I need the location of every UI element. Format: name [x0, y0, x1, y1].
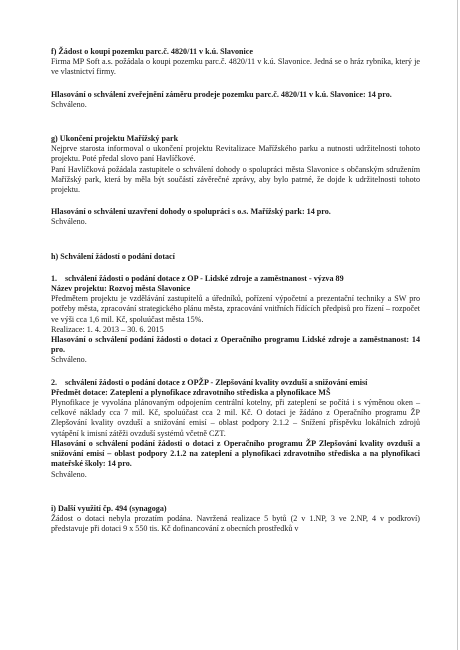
section-g-body2: Paní Havlíčková požádala zastupitele o schválení dohody o spolupráci města Slavonice s občanským sdružením Mařížský park, která by měla být součástí závěrečné zprávy, aby bylo patrné, že dojde k udržitelnosti tohoto projektu. — [51, 164, 420, 195]
item2-vote: Hlasování o schválení podání žádosti o dotaci z Operačního programu ŽP Zlepšování kvality ovzduší a snižování emisí – oblast podpory 2.1.2 na zateplení a plynofikaci zdravotního střediska a na plynofikaci mateřské školy: 14 pro. — [51, 438, 420, 469]
section-f — [51, 47, 420, 110]
section-f-result: Schváleno. — [51, 99, 87, 109]
section-i-body: Žádost o dotaci nebyla prozatím podána. Navržená realizace 5 bytů (2 v 1.NP, 3 ve 2.NP, 4 v podkroví) představuje při dotaci 9 x 550 tis. Kč dofinancování z obecních prostředků v — [51, 513, 420, 534]
section-f-vote: Hlasování o schválení zveřejnění záměru prodeje pozemku parc.č. 4820/11 v k.ú. Slavonice: 14 pro. — [51, 89, 392, 99]
section-i — [51, 504, 420, 535]
section-g — [51, 134, 420, 228]
section-f-heading: f) Žádost o koupi pozemku parc.č. 4820/11 v k.ú. Slavonice — [51, 47, 253, 56]
item2-body: Plynofikace je vyvolána plánovaným odpojením centrální kotelny, při zateplení se počítá i s výměnou oken – celkové náklady cca 7 mil. Kč, spoluúčast cca 2 mil. Kč. O dotaci je žádáno z Operačního programu ŽP Zlepšování kvality ovzduší a snižování emisí – oblast podpory 2.1.2 – Snížení příspěvku lokálních zdrojů vytápění k imisní zátěži ovzduší systémů včetně CZT. — [51, 398, 420, 438]
item1-number: 1. — [51, 273, 58, 283]
item2-result: Schváleno. — [51, 469, 87, 479]
section-g-heading: g) Ukončení projektu Mařížský park — [51, 134, 179, 144]
section-h-item1 — [51, 274, 420, 366]
section-f-body: Firma MP Soft a.s. požádala o koupi pozemku parc.č. 4820/11 v k.ú. Slavonice. Jedná se o hráz rybníka, který je ve vlastnictví firmy. — [51, 57, 420, 77]
item1-vote: Hlasování o schválení podání žádosti o dotaci z Operačního programu Lidské zdroje a zaměstnanost: 14 pro. — [51, 335, 420, 355]
section-h — [51, 252, 420, 480]
item2-title: schválení žádosti o podání dotace z OPŽP - Zlepšování kvality ovzduší a snižování emisí — [65, 377, 368, 387]
item1-project: Název projektu: Rozvoj města Slavonice — [51, 284, 191, 294]
section-g-body1: Nejprve starosta informoval o ukončení projektu Revitalizace Mařížského parku a nutnosti udržitelnosti tohoto projektu. Poté předal slovo paní Havlíčkové. — [51, 144, 420, 164]
item1-body: Předmětem projektu je vzdělávání zastupitelů a úředníků, pořízení výpočetní a prezentační techniky a SW pro potřeby města, zpracování strategického plánu města, zpracování vnitřních řídících předpisů pro řízení – rozpočet ve výši cca 1,6 mil. Kč, spoluúčast města 15%. — [51, 294, 420, 324]
item2-subject: Předmět dotace: Zateplení a plynofikace zdravotního střediska a plynofikace MŠ — [51, 387, 331, 397]
section-g-result: Schváleno. — [51, 217, 87, 227]
item1-result: Schváleno. — [51, 355, 87, 365]
item1-realization: Realizace: 1. 4. 2013 – 30. 6. 2015 — [51, 324, 164, 334]
section-g-vote: Hlasování o schválení uzavření dohody o spolupráci s o.s. Mařížský park: 14 pro. — [51, 207, 331, 217]
section-i-heading: i) Další využití čp. 494 (synagoga) — [51, 503, 167, 513]
item1-title: schválení žádosti o podání dotace z OP - Lidské zdroje a zaměstnanost - výzva 89 — [65, 273, 344, 283]
section-h-item2 — [51, 378, 420, 480]
section-h-heading: h) Schválení žádostí o podání dotací — [51, 251, 175, 261]
item2-number: 2. — [51, 377, 58, 387]
